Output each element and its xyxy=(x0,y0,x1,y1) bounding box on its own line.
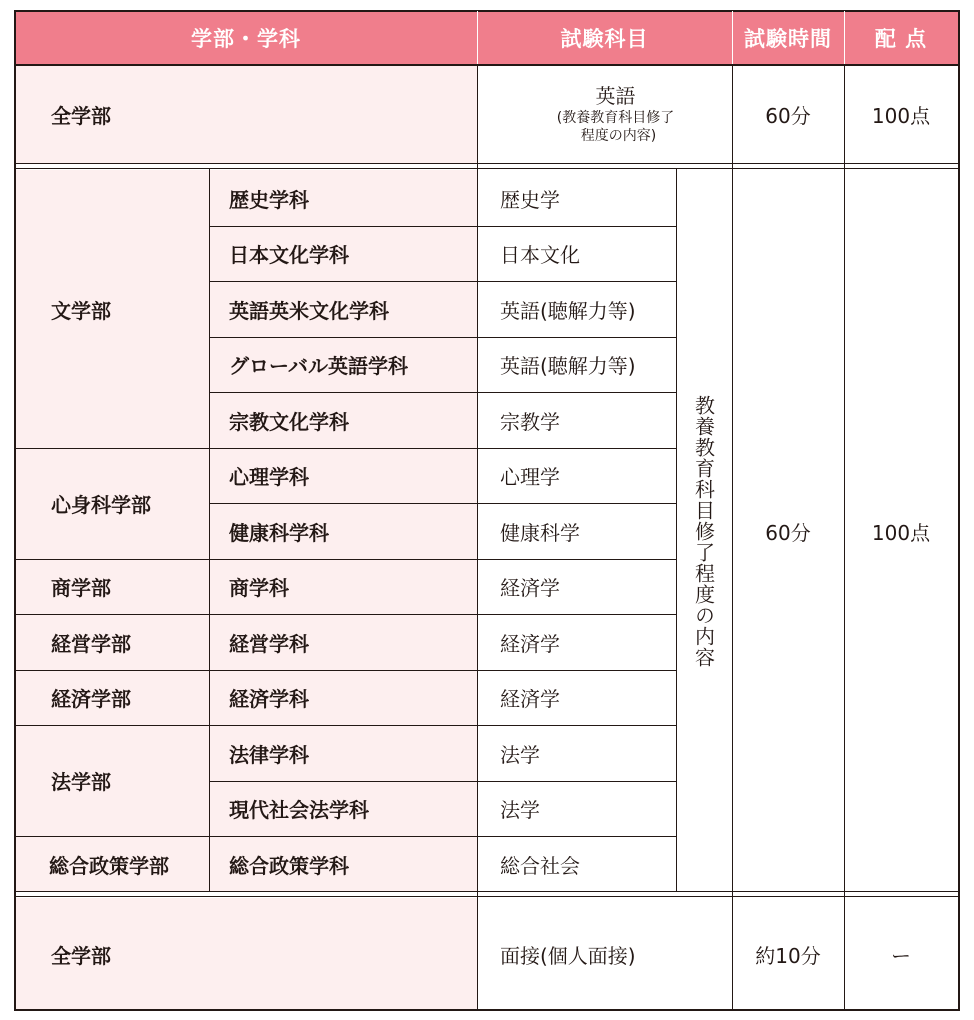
faculty-keizai: 経済学部 xyxy=(15,670,209,725)
divider xyxy=(14,896,960,897)
divider xyxy=(14,163,960,164)
top-subject-note-1: (教養教育科目修了 xyxy=(556,110,675,126)
header-score: 配 点 xyxy=(844,11,958,65)
common-subject-cell xyxy=(676,170,732,892)
faculty-bungaku: 文学部 xyxy=(15,170,209,448)
dept-row: 総合政策学科 xyxy=(209,836,477,892)
subject-row: 総合社会 xyxy=(477,836,676,892)
dept-row: 心理学科 xyxy=(209,448,477,503)
subject-row: 英語(聴解力等) xyxy=(477,281,676,337)
subject-row: 心理学 xyxy=(477,448,676,503)
dept-row: 経済学科 xyxy=(209,670,477,725)
divider xyxy=(15,614,676,615)
divider xyxy=(209,392,676,393)
top-subject xyxy=(477,65,732,163)
subject-row: 英語(聴解力等) xyxy=(477,337,676,392)
border-left xyxy=(14,10,16,1011)
divider xyxy=(15,670,676,671)
divider xyxy=(15,448,676,449)
divider xyxy=(209,226,676,227)
divider xyxy=(676,169,677,892)
header-time: 試験時間 xyxy=(732,11,844,65)
dept-row: 商学科 xyxy=(209,559,477,614)
top-subject-main: 英語 xyxy=(595,84,636,108)
subject-row: 経済学 xyxy=(477,614,676,670)
divider xyxy=(15,725,676,726)
dept-row: 法律学科 xyxy=(209,725,477,781)
top-faculty: 全学部 xyxy=(15,65,477,163)
divider xyxy=(15,836,676,837)
middle-score: 100点 xyxy=(844,170,958,892)
border-bottom xyxy=(14,1009,960,1011)
subject-row: 歴史学 xyxy=(477,170,676,226)
border-top xyxy=(14,10,960,12)
divider xyxy=(209,781,676,782)
divider xyxy=(209,281,676,282)
dept-row: 現代社会法学科 xyxy=(209,781,477,836)
faculty-keiei: 経営学部 xyxy=(15,614,209,670)
subject-row: 日本文化 xyxy=(477,226,676,281)
subject-row: 健康科学 xyxy=(477,503,676,559)
middle-time: 60分 xyxy=(732,170,844,892)
dept-row: グローバル英語学科 xyxy=(209,337,477,392)
divider xyxy=(732,65,733,1010)
bottom-faculty: 全学部 xyxy=(15,898,477,1010)
divider xyxy=(14,891,960,892)
divider xyxy=(844,11,845,65)
faculty-shogaku: 商学部 xyxy=(15,559,209,614)
divider xyxy=(209,337,676,338)
subject-row: 法学 xyxy=(477,725,676,781)
divider xyxy=(209,503,676,504)
faculty-shinshin: 心身科学部 xyxy=(15,448,209,559)
bottom-score: ー xyxy=(844,898,958,1010)
subject-row: 経済学 xyxy=(477,670,676,725)
common-subject-text: 教養教育科目修了程度の内容 xyxy=(691,394,716,668)
top-time: 60分 xyxy=(732,65,844,163)
bottom-time: 約10分 xyxy=(732,898,844,1010)
header-faculty: 学部・学科 xyxy=(15,11,477,65)
divider xyxy=(477,65,478,1010)
border-right xyxy=(958,10,960,1011)
divider xyxy=(477,11,478,65)
divider xyxy=(844,65,845,1010)
dept-row: 歴史学科 xyxy=(209,170,477,226)
top-score: 100点 xyxy=(844,65,958,163)
faculty-sogo: 総合政策学部 xyxy=(15,836,209,892)
divider xyxy=(14,64,960,66)
dept-row: 英語英米文化学科 xyxy=(209,281,477,337)
top-subject-note-2: 程度の内容) xyxy=(580,128,657,144)
subject-row: 法学 xyxy=(477,781,676,836)
divider xyxy=(732,11,733,65)
subject-row: 経済学 xyxy=(477,559,676,614)
dept-row: 日本文化学科 xyxy=(209,226,477,281)
divider xyxy=(14,168,960,169)
bottom-subject: 面接(個人面接) xyxy=(477,898,732,1010)
divider xyxy=(209,169,210,892)
dept-row: 経営学科 xyxy=(209,614,477,670)
faculty-hogaku: 法学部 xyxy=(15,725,209,836)
header-subject: 試験科目 xyxy=(477,11,732,65)
dept-row: 健康科学科 xyxy=(209,503,477,559)
subject-row: 宗教学 xyxy=(477,392,676,448)
divider xyxy=(15,559,676,560)
dept-row: 宗教文化学科 xyxy=(209,392,477,448)
